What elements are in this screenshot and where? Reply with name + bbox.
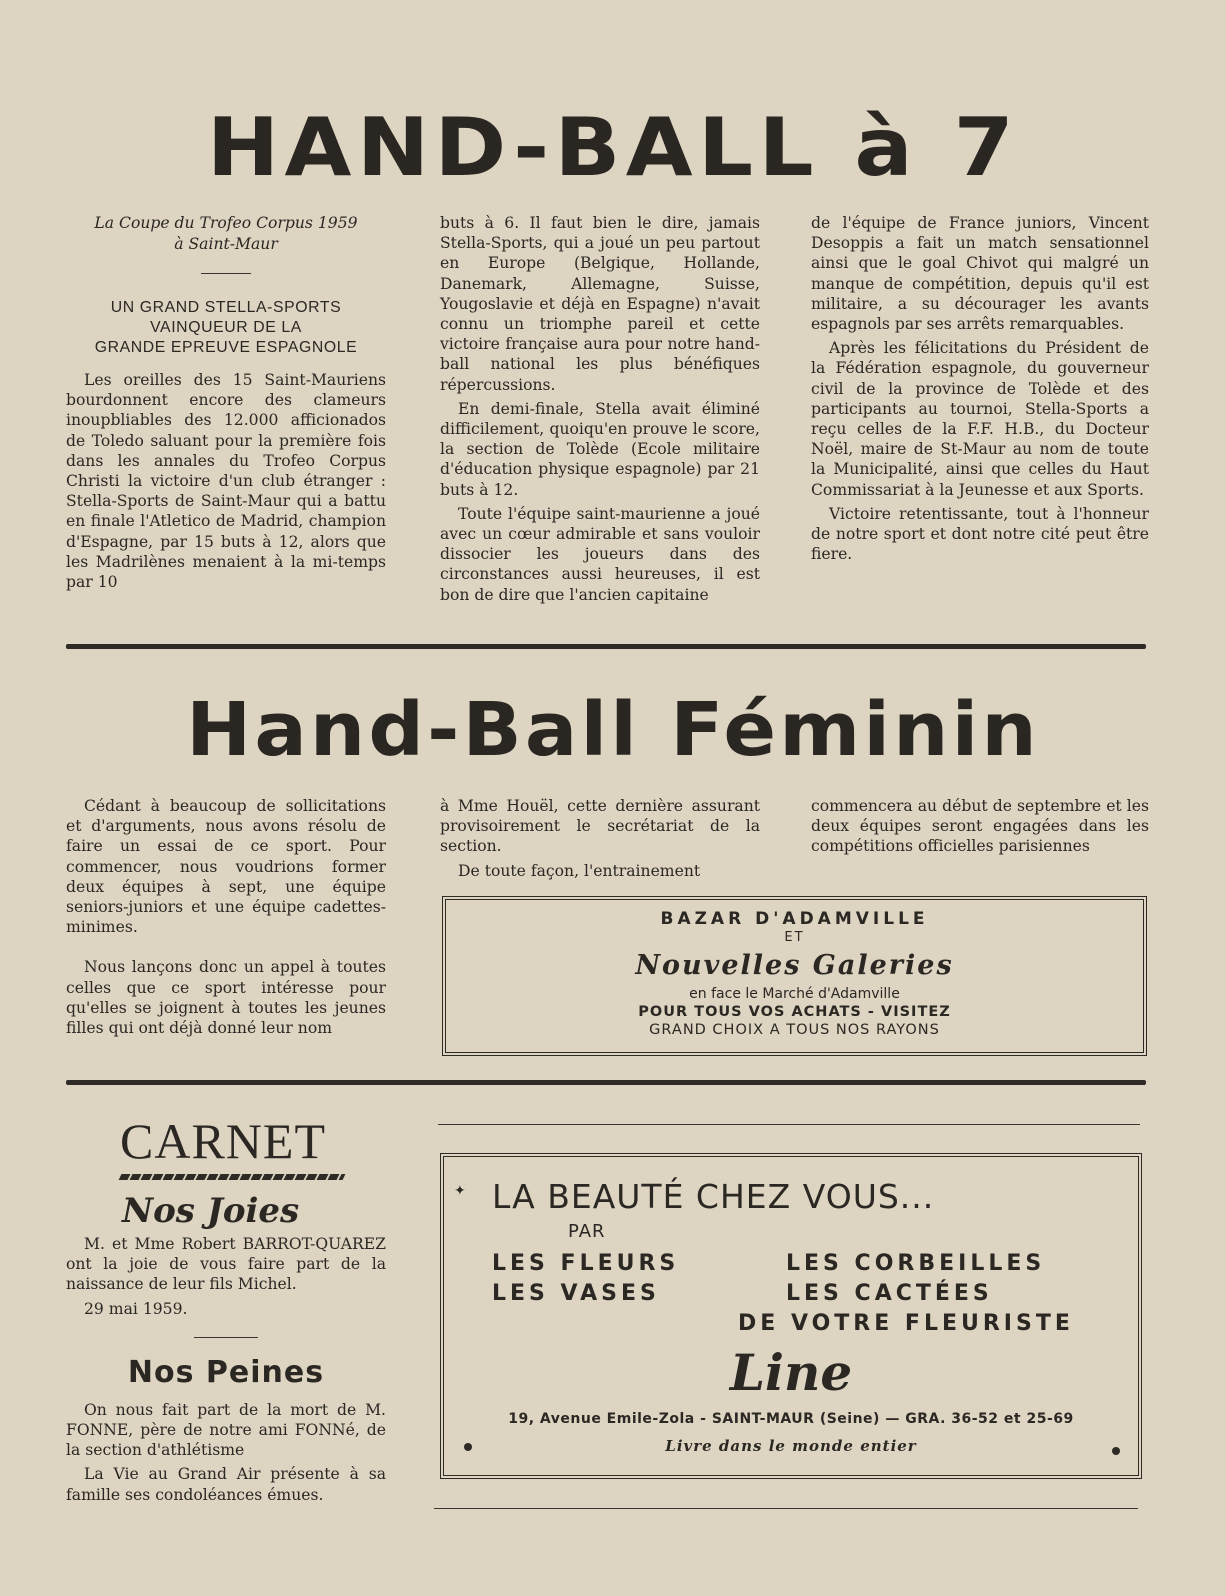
bullet-dot-icon [464, 1443, 472, 1451]
ad-brand-name: Nouvelles Galeries [635, 950, 954, 981]
short-divider [194, 1337, 258, 1338]
ad-item-corbeilles: LES CORBEILLES [786, 1251, 1046, 1276]
ad-par: PAR [568, 1221, 606, 1242]
bullet-dot-icon [1112, 1447, 1120, 1455]
bazar-advertisement [442, 896, 1147, 1056]
ad-bottom-rule [434, 1508, 1138, 1509]
feminin-title: Hand-Ball Féminin [186, 687, 1040, 773]
feminin-col1 [66, 796, 386, 1038]
paragraph: buts à 6. Il faut bien le dire, jamais Stella-Sports, qui a joué un peu partout en Europe (Belgique, Hollande, Danemark, Allemagne, Suisse, Yougoslavie et déjà en Espagne) n'avait connu un triomphe pareil et cette victoire française aura pour notre hand-ball national les plus bénéfiques répercussions. [440, 214, 760, 394]
ad-location: en face le Marché d'Adamville [689, 986, 900, 1002]
carnet-column [66, 1114, 386, 1505]
article-heading-line3: GRANDE EPREUVE ESPAGNOLE [94, 339, 358, 356]
handball-7-col2 [440, 213, 760, 605]
section-divider [66, 1080, 1146, 1085]
handball-7-col3 [811, 213, 1149, 564]
ad-brand-line: Line [729, 1343, 853, 1402]
paragraph: Toute l'équipe saint-maurienne a joué avec un cœur admirable et sans vouloir dissocier les joueurs dans des circonstances aussi heureuses, il est bon de dire que l'ancien capitaine [440, 504, 760, 604]
subtitle-line1: La Coupe du Trofeo Corpus 1959 [94, 214, 358, 232]
ad-top-rule [438, 1124, 1140, 1125]
ad-item-fleurs: LES FLEURS [492, 1251, 680, 1276]
subtitle-line2: à Saint-Maur [174, 235, 278, 253]
paragraph: Cédant à beaucoup de sollicitations et d'arguments, nous avons résolu de faire un essai de ce sport. Pour commencer, nous voudrions former deux équipes à sept, une équipe seniors-juniors et une équipe cadettes-minimes. [66, 797, 386, 937]
article-heading-line2: VAINQUEUR DE LA [150, 319, 302, 336]
paragraph: commencera au début de septembre et les deux équipes seront engagées dans les compétitions officielles parisiennes [811, 797, 1149, 856]
paragraph: Après les félicitations du Président de la Fédération espagnole, du gouverneur civil de la province de Tolède et des participants au tournoi, Stella-Sports a reçu celles de la F.F. H.B., du Docteur Noël, maire de St-Maur au nom de toute la Municipalité, ainsi que celles du Haut Commissariat à la Jeunesse et aux Sports. [811, 339, 1149, 499]
paragraph: à Mme Houël, cette dernière assurant provisoirement le secrétariat de la section. [440, 797, 760, 856]
paragraph: Victoire retentissante, tout à l'honneur de notre sport et dont notre cité peut être fiere. [811, 504, 1149, 564]
nos-peines-title: Nos Peines [127, 1354, 325, 1390]
short-divider [201, 273, 251, 274]
paragraph: De toute façon, l'entrainement [458, 861, 701, 880]
fleuriste-advertisement [440, 1153, 1142, 1479]
ad-headline: LA BEAUTÉ CHEZ VOUS... [492, 1177, 935, 1216]
paragraph: M. et Mme Robert BARROT-QUAREZ ont la joie de vous faire part de la naissance de leur fils Michel. [66, 1235, 386, 1294]
paragraph: Les oreilles des 15 Saint-Mauriens bourdonnent encore des clameurs inoupbliables des 12.000 afficionados de Toledo saluant pour la première fois dans les annales du Trofeo Corpus Christi la victoire d'un club étranger : Stella-Sports de Saint-Maur qui a battu en finale l'Atletico de Madrid, champion d'Espagne, par 15 buts à 12, alors que les Madrilènes menaient à la mi-temps par 10 [66, 371, 386, 592]
paragraph: La Vie au Grand Air présente à sa famille ses condoléances émues. [66, 1465, 386, 1504]
nos-joies-title: Nos Joies [122, 1191, 300, 1231]
paragraph: Nous lançons donc un appel à toutes celles que ce sport intéresse pour qu'elles se joignent à toutes les jeunes filles qui ont déjà donné leur nom [66, 958, 386, 1038]
joies-date: 29 mai 1959. [84, 1299, 188, 1318]
ad-offer: GRAND CHOIX A TOUS NOS RAYONS [649, 1022, 940, 1038]
feminin-col3 [811, 796, 1149, 857]
carnet-title: CARNET [120, 1113, 326, 1169]
handball-7-title: HAND-BALL à 7 [206, 101, 1020, 194]
paragraph: de l'équipe de France juniors, Vincent Desoppis a fait un match sensationnel ainsi que le goal Chivot qui malgré un manque de compétition, depuis qu'il est militaire, a su décourager les avants espagnols par ses arrêts remarquables. [811, 214, 1149, 334]
ad-address: 19, Avenue Emile-Zola - SAINT-MAUR (Seine) — GRA. 36-52 et 25-69 [508, 1411, 1074, 1427]
ad-item-cactees: LES CACTÉES [786, 1281, 993, 1306]
ad-slogan: POUR TOUS VOS ACHATS - VISITEZ [638, 1004, 951, 1020]
bullet-icon: ✦ [454, 1183, 466, 1199]
handball-7-col1 [66, 213, 386, 592]
ad-store-name: BAZAR D'ADAMVILLE [660, 909, 929, 929]
section-divider [66, 644, 1146, 649]
feminin-col2 [440, 796, 760, 881]
carnet-dashed-rule [119, 1174, 346, 1180]
paragraph: En demi-finale, Stella avait éliminé difficilement, quoiqu'en prouve le score, la section de Tolède (Ecole militaire d'éducation physique espagnole) par 21 buts à 12. [440, 399, 760, 499]
article-heading-line1: UN GRAND STELLA-SPORTS [110, 299, 342, 316]
ad-conjunction: ET [784, 930, 805, 945]
ad-tagline: Livre dans le monde entier [665, 1437, 917, 1455]
paragraph: On nous fait part de la mort de M. FONNE, père de notre ami FONNé, de la section d'athlétisme [66, 1400, 386, 1460]
ad-item-vases: LES VASES [492, 1281, 660, 1306]
ad-fleuriste: DE VOTRE FLEURISTE [738, 1311, 1074, 1336]
